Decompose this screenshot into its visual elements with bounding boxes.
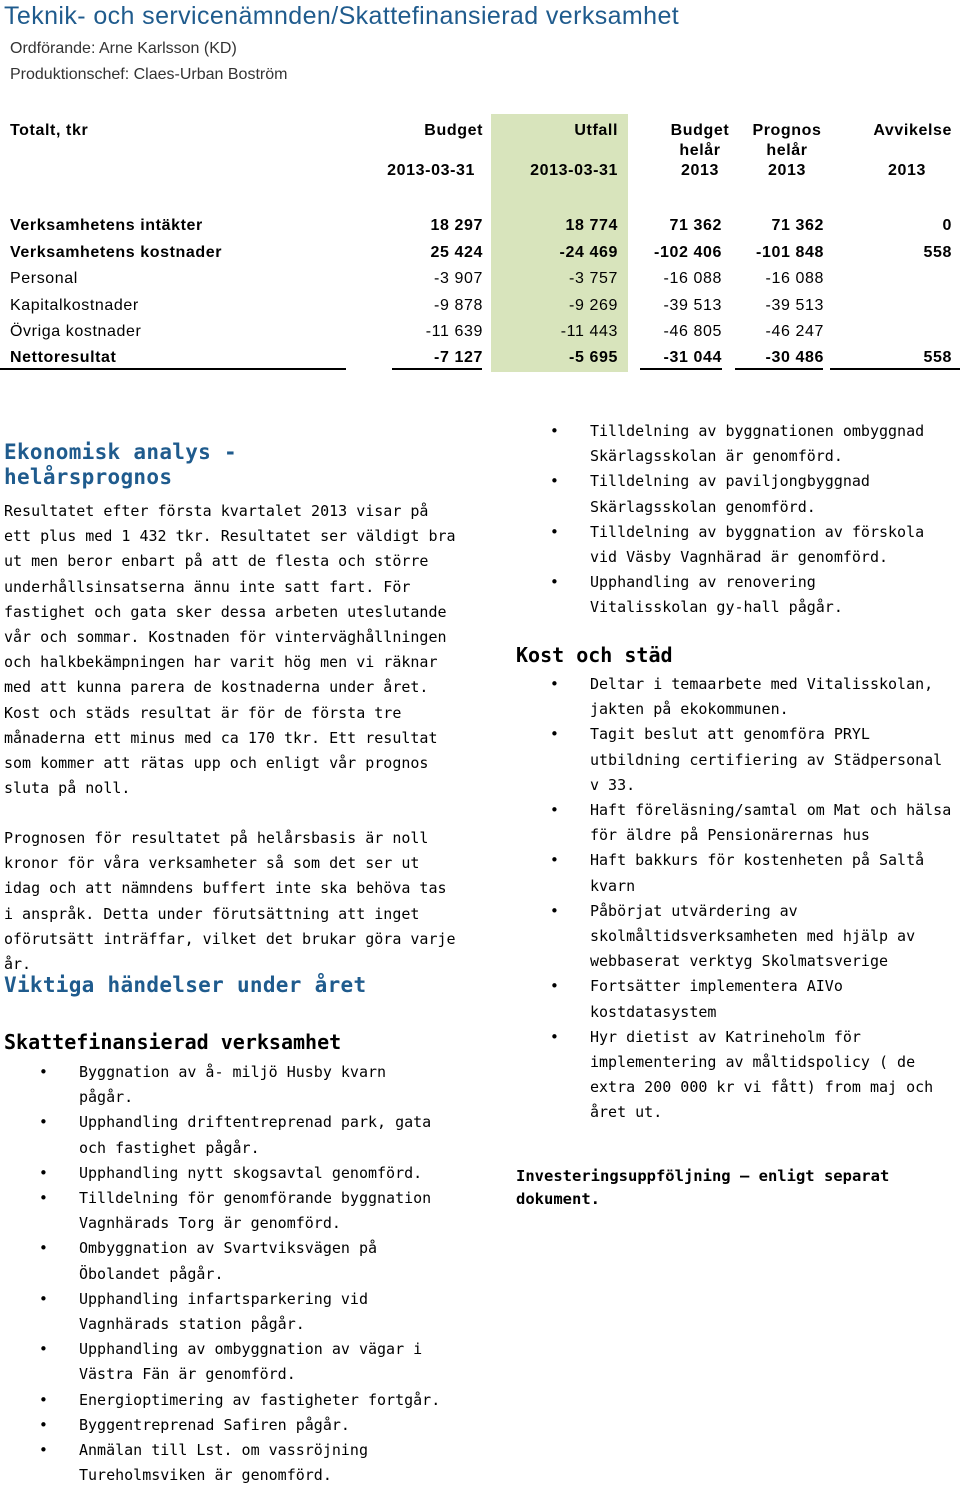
table-cell: 558 xyxy=(923,244,952,261)
list-item: • Upphandling nytt skogsavtal genomförd. xyxy=(79,1161,449,1186)
list-item: • Tagit beslut att genomföra PRYL utbildning certifiering av Städpersonal v 33. xyxy=(590,722,956,798)
events-list xyxy=(79,1060,449,1488)
analysis-heading-line2: helårsprognos xyxy=(4,465,173,489)
row-label: Personal xyxy=(10,270,78,287)
table-cell: 71 362 xyxy=(669,217,722,234)
table-cell: -3 757 xyxy=(569,270,618,287)
analysis-paragraph-1: Resultatet efter första kvartalet 2013 visar på ett plus med 1 432 tkr. Resultatet ser väldigt bra ut men beror enbart på att de flesta och större underhållsinsatserna ännu inte satt fart. För fastighet och gata sker dessa arbeten uteslutande vår och sommar. Kostnaden för vinterväghållningen och halkbekämpningen har varit hög men vi räknar med att kunna parera de kostnaderna under året. Kost och städs resultat är för de första tre månaderna ett minus med ca 170 tkr. Ett resultat som kommer att rätas upp och enligt vår prognos sluta på noll. xyxy=(4,502,456,798)
financial-table xyxy=(0,114,960,372)
page-title: Teknik- och servicenämnden/Skattefinansierad verksamhet xyxy=(4,2,680,30)
list-item: • Haft föreläsning/samtal om Mat och hälsa för äldre på Pensionärernas hus xyxy=(590,798,956,848)
list-item: • Påbörjat utvärdering av skolmåltidsverksamheten med hjälp av webbaserat verktyg Skolmatsverige xyxy=(590,899,956,975)
events-list-continued xyxy=(590,419,940,621)
list-item: • Energioptimering av fastigheter fortgår. xyxy=(79,1388,449,1413)
analysis-heading-line1: Ekonomisk analys - xyxy=(4,440,237,464)
list-item: • Upphandling driftentreprenad park, gata och fastighet pågår. xyxy=(79,1110,449,1160)
row-label: Verksamhetens kostnader xyxy=(10,244,223,261)
list-item: • Upphandling av renovering Vitalisskolan gy-hall pågår. xyxy=(590,570,940,620)
table-cell: -39 513 xyxy=(765,297,824,314)
col-header-budget-date: 2013-03-31 xyxy=(387,162,475,179)
table-cell: 18 774 xyxy=(565,217,618,234)
table-cell: -3 907 xyxy=(434,270,483,287)
kost-list xyxy=(590,672,956,1126)
table-cell: -46 247 xyxy=(765,323,824,340)
total-underline xyxy=(640,368,722,370)
table-cell: 0 xyxy=(942,217,952,234)
list-item: • Upphandling av ombyggnation av vägar i Västra Fän är genomförd. xyxy=(79,1337,449,1387)
total-underline xyxy=(0,368,346,370)
col-header-budget-year: Budget xyxy=(670,122,730,139)
list-item: • Fortsätter implementera AIVo kostdatasystem xyxy=(590,974,956,1024)
table-cell: -39 513 xyxy=(663,297,722,314)
col-header-avvikelse-date: 2013 xyxy=(888,162,926,179)
events-subheading: Skattefinansierad verksamhet xyxy=(4,1030,342,1054)
list-item: • Tilldelning av byggnationen ombyggnad Skärlagsskolan är genomförd. xyxy=(590,419,940,469)
table-cell: -30 486 xyxy=(765,349,824,366)
list-item: • Anmälan till Lst. om vassröjning Tureholmsviken är genomförd. xyxy=(79,1438,449,1488)
col-header-avvikelse: Avvikelse xyxy=(873,122,952,139)
table-cell: -11 443 xyxy=(560,323,618,340)
row-label: Övriga kostnader xyxy=(10,323,142,340)
table-cell: -16 088 xyxy=(765,270,824,287)
row-label: Nettoresultat xyxy=(10,349,117,366)
total-underline xyxy=(392,368,482,370)
col-header-budget-year-sub: helår xyxy=(679,142,721,159)
table-cell: -24 469 xyxy=(559,244,618,261)
col-header-utfall: Utfall xyxy=(574,122,618,139)
table-cell: 18 297 xyxy=(430,217,483,234)
production-head-line: Produktionschef: Claes-Urban Boström xyxy=(10,66,288,83)
list-item: • Hyr dietist av Katrineholm för implementering av måltidspolicy ( de extra 200 000 kr vi fått) from maj och året ut. xyxy=(590,1025,956,1126)
list-item: • Byggentreprenad Safiren pågår. xyxy=(79,1413,449,1438)
table-cell: -5 695 xyxy=(569,349,618,366)
table-cell: -16 088 xyxy=(663,270,722,287)
table-cell: -101 848 xyxy=(756,244,824,261)
col-header-prognos-sub: helår xyxy=(766,142,808,159)
list-item: • Deltar i temaarbete med Vitalisskolan, jakten på ekokommunen. xyxy=(590,672,956,722)
table-cell: -9 878 xyxy=(434,297,483,314)
analysis-paragraph-2: Prognosen för resultatet på helårsbasis är noll kronor för våra verksamheter så som det ser ut idag och att nämndens buffert inte ska behöva tas i anspråk. Detta under förutsättning att inget oförutsätt inträffar, vilket det brukar göra varje år. xyxy=(4,829,456,974)
investment-note: Investeringsuppföljning – enligt separat dokument. xyxy=(516,1167,890,1208)
total-underline xyxy=(830,368,960,370)
total-underline xyxy=(735,368,823,370)
list-item: • Tilldelning för genomförande byggnation Vagnhärads Torg är genomförd. xyxy=(79,1186,449,1236)
col-header-budget-year-date: 2013 xyxy=(681,162,719,179)
list-item: • Haft bakkurs för kostenheten på Saltå kvarn xyxy=(590,848,956,898)
table-cell: -31 044 xyxy=(663,349,722,366)
table-cell: -102 406 xyxy=(654,244,722,261)
row-label: Verksamhetens intäkter xyxy=(10,217,203,234)
table-label: Totalt, tkr xyxy=(10,122,89,139)
table-cell: -7 127 xyxy=(434,349,483,366)
table-cell: 25 424 xyxy=(430,244,483,261)
events-heading: Viktiga händelser under året xyxy=(4,973,367,997)
analysis-heading xyxy=(4,440,237,490)
col-header-utfall-date: 2013-03-31 xyxy=(530,162,618,179)
table-cell: 71 362 xyxy=(771,217,824,234)
list-item: • Byggnation av å- miljö Husby kvarn pågår. xyxy=(79,1060,449,1110)
table-cell: -11 639 xyxy=(425,323,483,340)
list-item: • Upphandling infartsparkering vid Vagnhärads station pågår. xyxy=(79,1287,449,1337)
table-cell: -9 269 xyxy=(569,297,618,314)
kost-heading: Kost och städ xyxy=(516,643,673,667)
table-cell: -46 805 xyxy=(663,323,722,340)
list-item: • Ombyggnation av Svartviksvägen på Öbolandet pågår. xyxy=(79,1236,449,1286)
col-header-prognos: Prognos xyxy=(752,122,822,139)
chair-line: Ordförande: Arne Karlsson (KD) xyxy=(10,40,237,57)
table-cell: 558 xyxy=(923,349,952,366)
col-header-prognos-date: 2013 xyxy=(768,162,806,179)
row-label: Kapitalkostnader xyxy=(10,297,139,314)
col-header-budget: Budget xyxy=(424,122,483,139)
list-item: • Tilldelning av paviljongbyggnad Skärlagsskolan genomförd. xyxy=(590,469,940,519)
list-item: • Tilldelning av byggnation av förskola vid Väsby Vagnhärad är genomförd. xyxy=(590,520,940,570)
